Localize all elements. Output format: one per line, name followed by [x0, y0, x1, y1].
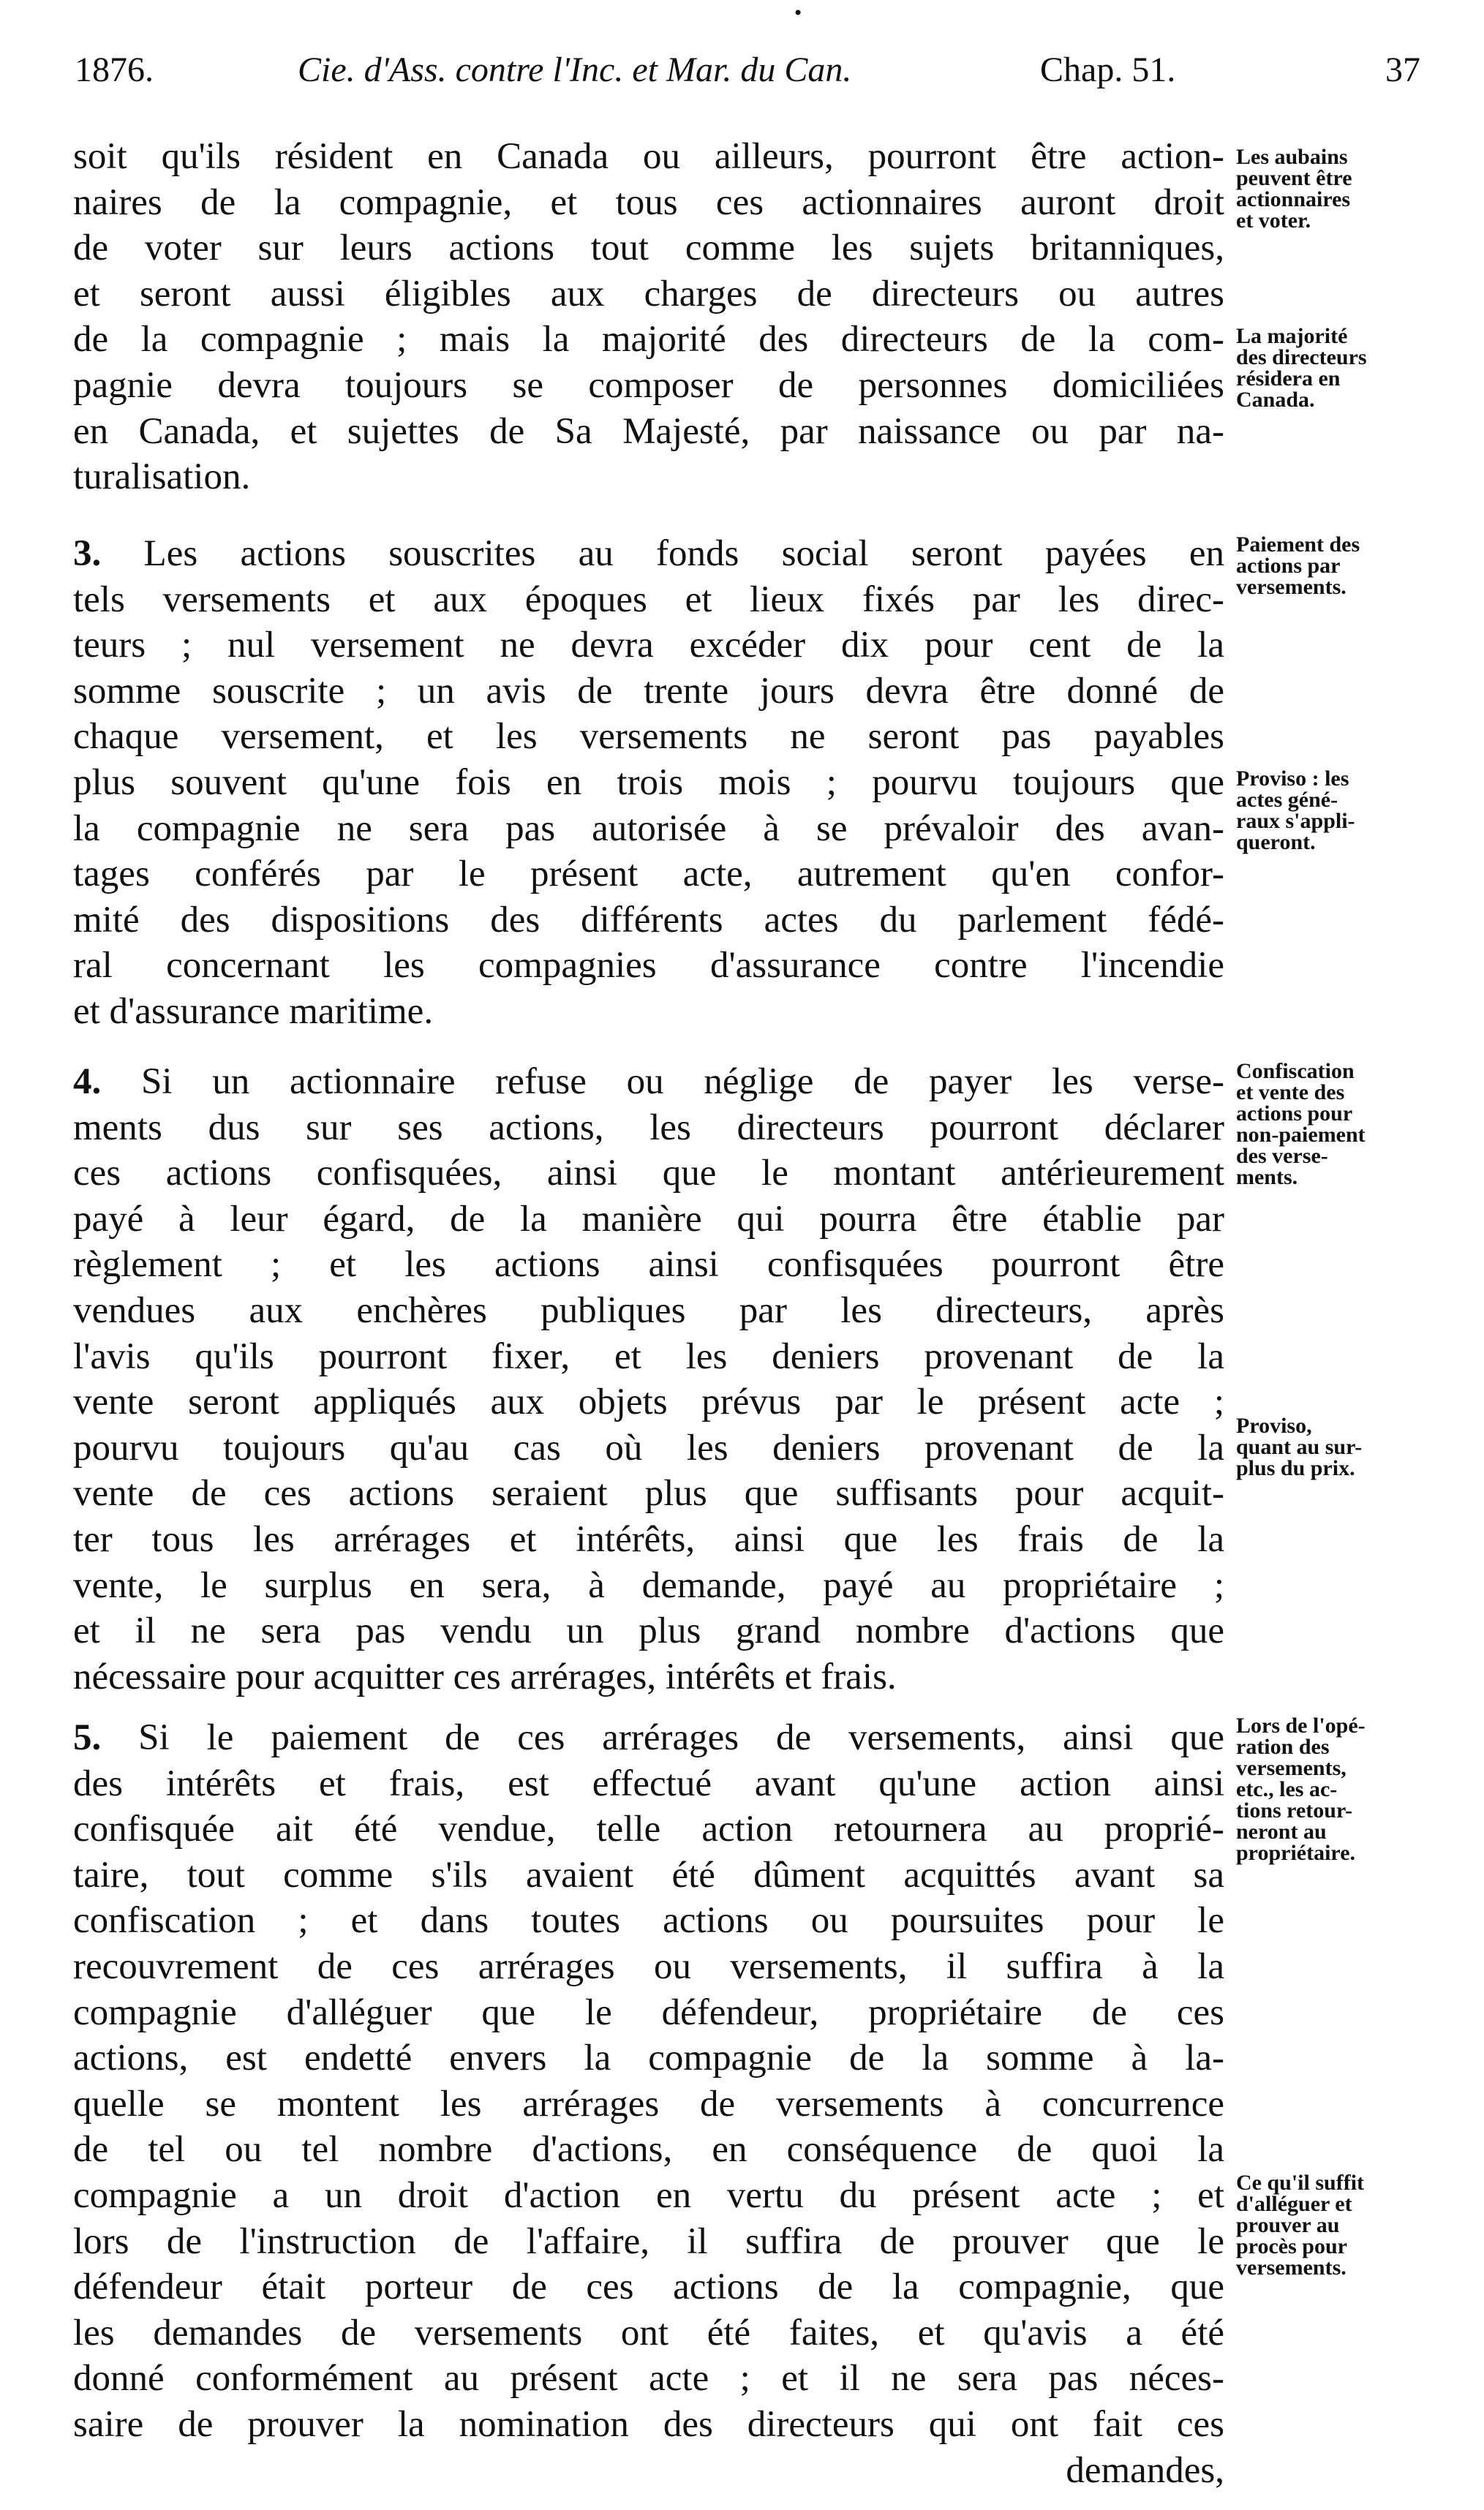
body-line: et seront aussi éligibles aux charges de directeurs ou autres: [73, 273, 1224, 314]
body-line: demandes,: [1066, 2449, 1224, 2491]
section-5: [73, 1715, 1224, 2493]
body-line: des intérêts et frais, est effectué avant qu'une action ainsi: [73, 1763, 1224, 1804]
body-line: défendeur était porteur de ces actions de la compagnie, que: [73, 2266, 1224, 2308]
body-line: vente de ces actions seraient plus que suffisants pour acquit-: [73, 1473, 1224, 1515]
body-line: chaque versement, et les versements ne seront pas payables: [73, 716, 1224, 758]
top-mark: •: [793, 3, 804, 23]
body-line: tels versements et aux époques et lieux fixés par les direc-: [73, 578, 1224, 620]
body-line: de la compagnie ; mais la majorité des directeurs de la com-: [73, 319, 1224, 361]
section-3: [73, 531, 1224, 1035]
section-continuation: [73, 134, 1224, 500]
section-number: 3.: [73, 533, 102, 574]
margin-note: Proviso, quant au sur- plus du prix.: [1236, 1414, 1363, 1480]
header-running-title: Cie. d'Ass. contre l'Inc. et Mar. du Can.: [298, 50, 852, 89]
body-line: recouvrement de ces arrérages ou versements, il suffira à la: [73, 1945, 1224, 1987]
body-line: nécessaire pour acquitter ces arrérages, intérêts et frais.: [73, 1656, 897, 1697]
body-line: donné conformément au présent acte ; et il ne sera pas néces-: [73, 2358, 1224, 2400]
body-line: l'avis qu'ils pourront fixer, et les deniers provenant de la: [73, 1335, 1224, 1377]
body-line: mité des dispositions des différents actes du parlement fédé-: [73, 899, 1224, 941]
body-line: lors de l'instruction de l'affaire, il suffira de prouver que le: [73, 2220, 1224, 2262]
margin-note: Les aubains peuvent être actionnaires et voter.: [1236, 145, 1352, 233]
body-line: la compagnie ne sera pas autorisée à se prévaloir des avan-: [73, 807, 1224, 849]
section-4: [73, 1059, 1224, 1700]
body-line: de voter sur leurs actions tout comme les sujets britanniques,: [73, 227, 1224, 269]
section-number: 5.: [73, 1717, 102, 1758]
body-line: ces actions confisquées, ainsi que le montant antérieurement: [73, 1153, 1224, 1194]
body-line: vendues aux enchères publiques par les directeurs, après: [73, 1289, 1224, 1331]
body-line: turalisation.: [73, 456, 251, 498]
body-line: vente seront appliqués aux objets prévus par le présent acte ;: [73, 1382, 1224, 1423]
margin-note: Lors de l'opé- ration des versements, etc., les ac- tions retour- neront au propriétaire.: [1236, 1714, 1366, 1865]
body-line: 4. Si un actionnaire refuse ou néglige de payer les verse-: [73, 1061, 1224, 1102]
margin-note: Proviso : les actes géné- raux s'appli- queront.: [1236, 766, 1355, 854]
body-line: confiscation ; et dans toutes actions ou poursuites pour le: [73, 1900, 1224, 1942]
margin-note: Paiement des actions par versements.: [1236, 532, 1360, 599]
body-line: naires de la compagnie, et tous ces actionnaires auront droit: [73, 181, 1224, 223]
body-line: compagnie d'alléguer que le défendeur, propriétaire de ces: [73, 1991, 1224, 2033]
header-year: 1876.: [75, 50, 154, 89]
body-line: ter tous les arrérages et intérêts, ainsi que les frais de la: [73, 1518, 1224, 1560]
margin-note: Confiscation et vente des actions pour non-paiement des verse- ments.: [1236, 1059, 1366, 1189]
body-line: plus souvent qu'une fois en trois mois ; pourvu toujours que: [73, 761, 1224, 803]
body-line: teurs ; nul versement ne devra excéder dix pour cent de la: [73, 625, 1224, 666]
section-number: 4.: [73, 1061, 102, 1102]
body-line: soit qu'ils résident en Canada ou ailleurs, pourront être action-: [73, 136, 1224, 177]
body-line: de tel ou tel nombre d'actions, en conséquence de quoi la: [73, 2129, 1224, 2171]
header-chapter: Chap. 51.: [1040, 50, 1176, 89]
body-line: vente, le surplus en sera, à demande, payé au propriétaire ;: [73, 1564, 1224, 1606]
body-line: quelle se montent les arrérages de versements à concurrence: [73, 2083, 1224, 2125]
body-line: taire, tout comme s'ils avaient été dûment acquittés avant sa: [73, 1854, 1224, 1896]
body-line: pourvu toujours qu'au cas où les deniers provenant de la: [73, 1427, 1224, 1469]
body-line: et d'assurance maritime.: [73, 990, 434, 1032]
body-line: confisquée ait été vendue, telle action retournera au proprié-: [73, 1809, 1224, 1850]
body-line: somme souscrite ; un avis de trente jours devra être donné de: [73, 670, 1224, 712]
body-line: et il ne sera pas vendu un plus grand nombre d'actions que: [73, 1610, 1224, 1652]
body-line: les demandes de versements ont été faites, et qu'avis a été: [73, 2312, 1224, 2353]
body-line: 5. Si le paiement de ces arrérages de versements, ainsi que: [73, 1717, 1224, 1758]
running-header: [75, 50, 1420, 101]
body-line: ral concernant les compagnies d'assurance contre l'incendie: [73, 945, 1224, 987]
body-line: compagnie a un droit d'action en vertu du présent acte ; et: [73, 2174, 1224, 2216]
body-line: saire de prouver la nomination des directeurs qui ont fait ces: [73, 2403, 1224, 2445]
body-line: actions, est endetté envers la compagnie de la somme à la-: [73, 2038, 1224, 2079]
body-line: règlement ; et les actions ainsi confisquées pourront être: [73, 1244, 1224, 1286]
margin-note: Ce qu'il suffit d'alléguer et prouver au procès pour versements.: [1236, 2171, 1365, 2280]
page-number: 37: [1385, 50, 1420, 89]
body-line: 3. Les actions souscrites au fonds social seront payées en: [73, 533, 1224, 574]
body-line: ments dus sur ses actions, les directeurs pourront déclarer: [73, 1107, 1224, 1148]
body-line: en Canada, et sujettes de Sa Majesté, par naissance ou par na-: [73, 410, 1224, 452]
body-line: pagnie devra toujours se composer de personnes domiciliées: [73, 364, 1224, 406]
margin-note: La majorité des directeurs résidera en Canada.: [1236, 324, 1367, 412]
body-line: tages conférés par le présent acte, autrement qu'en confor-: [73, 853, 1224, 895]
body-line: payé à leur égard, de la manière qui pourra être établie par: [73, 1198, 1224, 1240]
